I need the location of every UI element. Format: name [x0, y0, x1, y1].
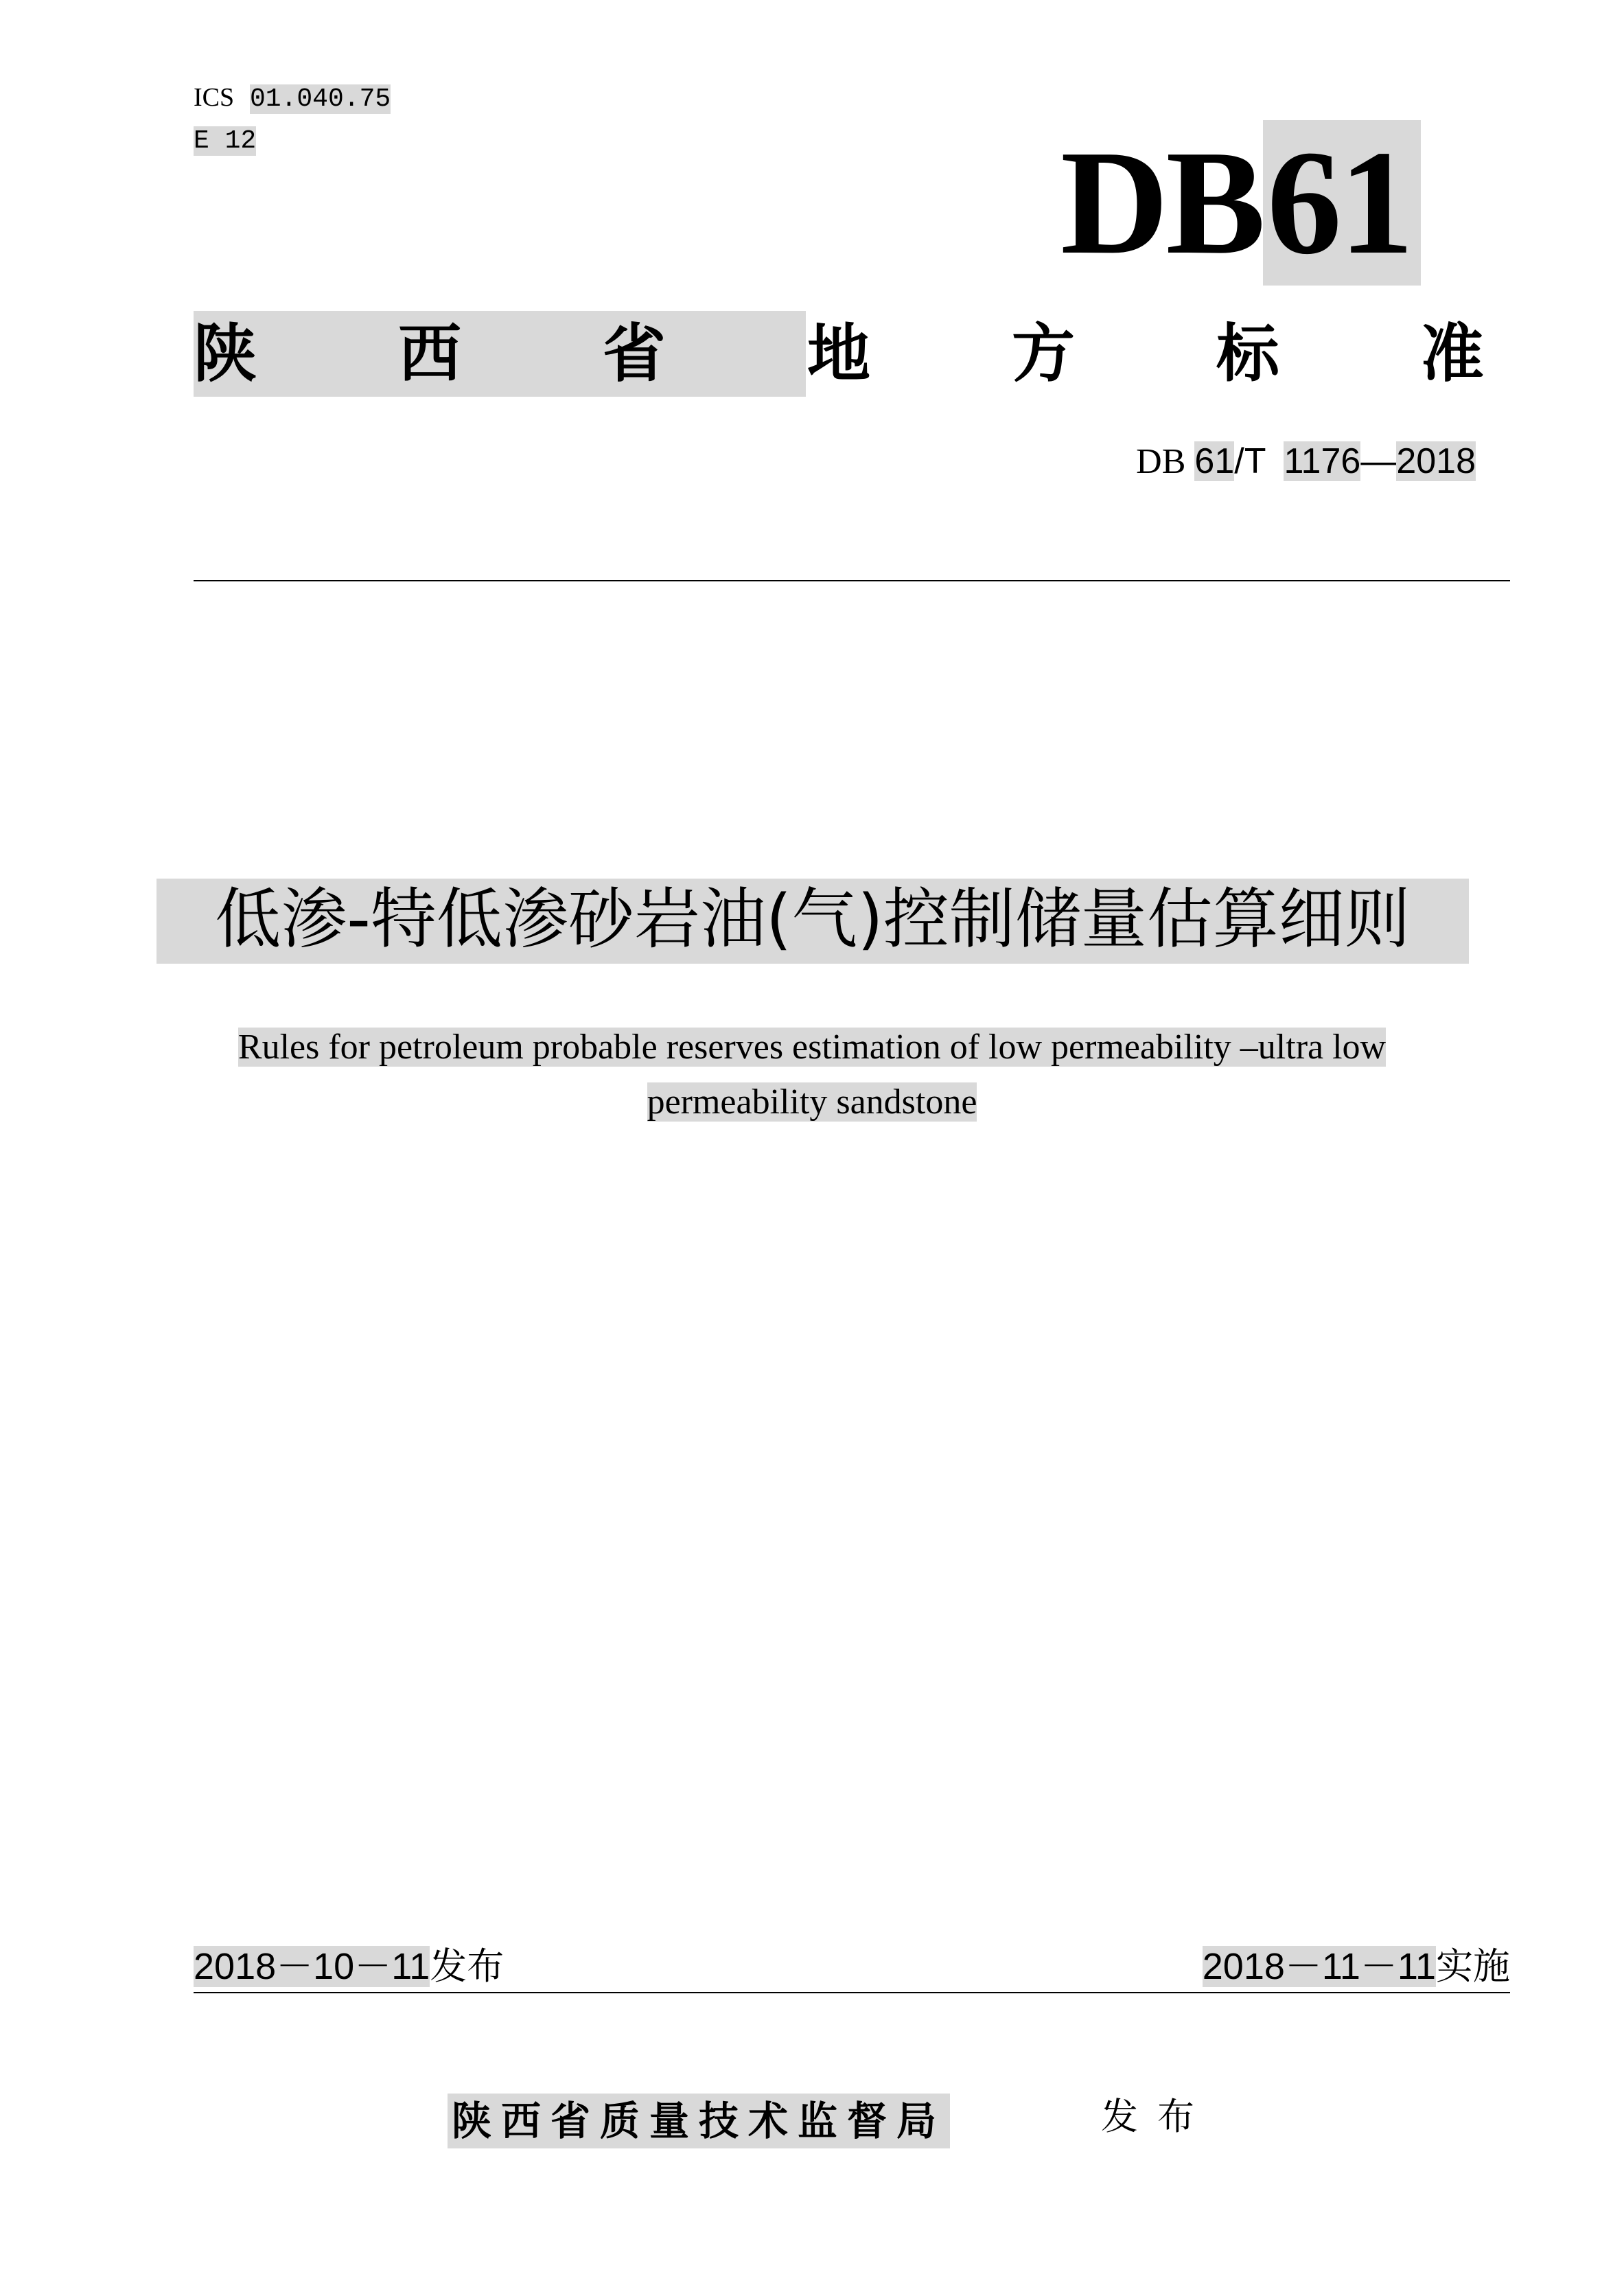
issuing-authority: 陕西省质量技术监督局	[448, 2094, 950, 2148]
standard-type-char: 省	[602, 317, 666, 391]
standard-type-char: 准	[1420, 317, 1484, 391]
standard-type-char: 标	[1216, 317, 1279, 391]
standard-number-province: 61	[1194, 441, 1235, 481]
standard-number-code: 1176	[1284, 441, 1361, 481]
standard-type-char: 地	[807, 317, 870, 391]
ccs-code-line	[194, 122, 256, 161]
standard-type-char: 陕	[194, 317, 257, 391]
standard-type-char: 西	[397, 317, 461, 391]
english-title-line-1	[0, 1021, 1624, 1074]
english-title-line-2	[0, 1076, 1624, 1128]
bottom-divider-line	[194, 1992, 1510, 1993]
english-title-text-2: permeability sandstone	[647, 1082, 977, 1122]
issue-date-label: 发布	[430, 1945, 504, 1988]
implement-date	[1203, 1944, 1510, 1989]
issue-date-value: 2018－10－11	[194, 1946, 430, 1987]
ics-code: 01.040.75	[249, 84, 391, 114]
implement-date-label: 实施	[1436, 1945, 1510, 1988]
standard-number-prefix: DB	[1136, 442, 1186, 481]
standard-number-year: 2018	[1396, 441, 1476, 481]
issue-date	[194, 1944, 504, 1989]
standard-number-suffix: /T	[1234, 441, 1266, 481]
ics-code-line	[194, 78, 391, 119]
standard-type-heading	[194, 311, 1484, 397]
ics-label: ICS	[194, 83, 235, 112]
standard-number-dash: —	[1360, 441, 1397, 481]
top-divider-line	[194, 580, 1510, 581]
db-logo-prefix: DB	[1060, 120, 1263, 286]
chinese-title: 低渗-特低渗砂岩油(气)控制储量估算细则	[156, 879, 1469, 964]
publish-label: 发布	[1101, 2095, 1214, 2138]
standard-type-char: 方	[1011, 317, 1075, 391]
db61-logo	[1060, 120, 1421, 286]
english-title-text-1: Rules for petroleum probable reserves estimation of low permeability –ultra low	[237, 1028, 1387, 1067]
db-logo-number: 61	[1263, 120, 1421, 286]
standard-number	[1136, 439, 1476, 484]
ccs-code: E 12	[194, 126, 257, 156]
implement-date-value: 2018－11－11	[1202, 1946, 1436, 1987]
